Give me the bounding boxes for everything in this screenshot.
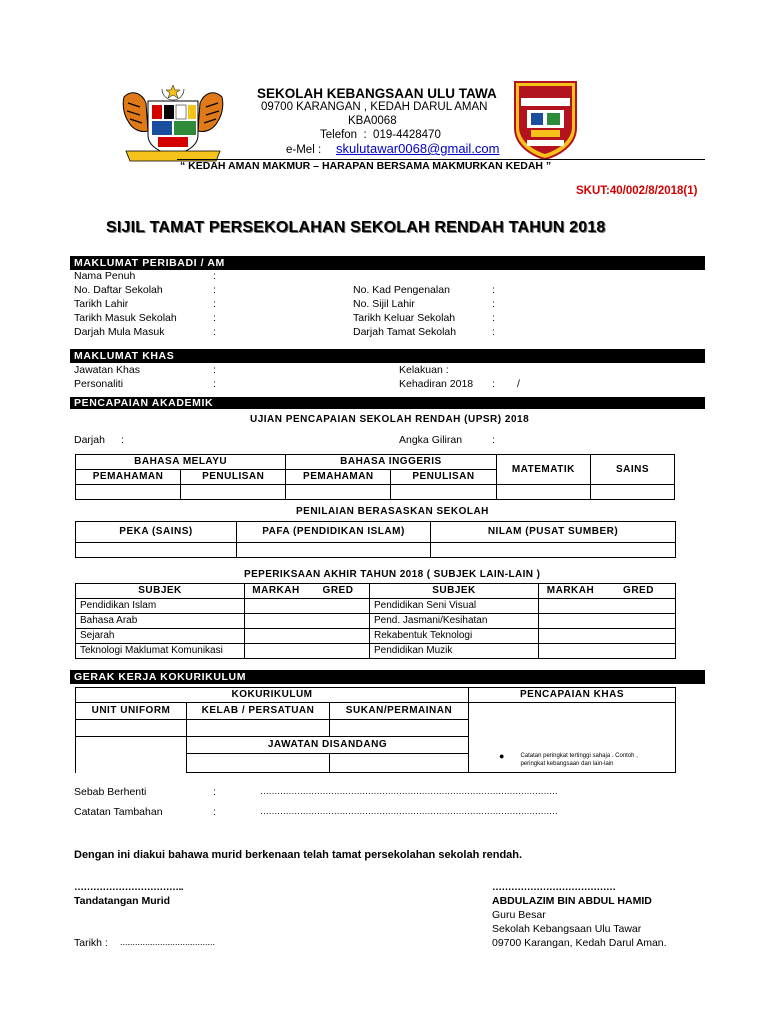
headmaster-school: Sekolah Kebangsaan Ulu Tawar xyxy=(492,923,642,935)
grade-cell[interactable] xyxy=(76,485,181,500)
state-motto: “ KEDAH AMAN MAKMUR – HARAPAN BERSAMA MAKMURKAN KEDAH ” xyxy=(180,160,552,172)
colon: : xyxy=(492,284,495,296)
subject-name: Bahasa Arab xyxy=(76,614,245,629)
field-label: Sebab Berhenti xyxy=(74,786,147,798)
grade-cell[interactable] xyxy=(539,644,676,659)
date-label: Tarikh : xyxy=(74,937,108,949)
colon: : xyxy=(213,806,216,818)
colon: : xyxy=(492,298,495,310)
header-pafa: PAFA (PENDIDIKAN ISLAM) xyxy=(237,522,431,543)
colon: : xyxy=(492,312,495,324)
grade-cell[interactable] xyxy=(245,614,370,629)
table-row xyxy=(76,599,676,614)
header-uniform: UNIT UNIFORM xyxy=(76,703,187,720)
header-penulisan: PENULISAN xyxy=(181,470,286,485)
header-kelab: KELAB / PERSATUAN xyxy=(187,703,330,720)
section-bar-cocurricular: GERAK KERJA KOKURIKULUM xyxy=(70,670,705,684)
colon: : xyxy=(213,270,216,282)
student-signature-label: Tandatangan Murid xyxy=(74,895,171,907)
certificate-title: SIJIL TAMAT PERSEKOLAHAN SEKOLAH RENDAH TAHUN 2018 xyxy=(106,219,606,236)
header-sains: SAINS xyxy=(591,455,675,485)
grade-cell[interactable] xyxy=(245,629,370,644)
headmaster-title: Guru Besar xyxy=(492,909,546,921)
grade-cell[interactable] xyxy=(539,599,676,614)
field-label: Catatan Tambahan xyxy=(74,806,163,818)
colon: : xyxy=(492,326,495,338)
pbs-title: PENILAIAN BERASASKAN SEKOLAH xyxy=(296,506,489,517)
field-label: Darjah Mula Masuk xyxy=(74,326,165,338)
cocurricular-table xyxy=(75,687,676,773)
subject-name: Pendidikan Seni Visual xyxy=(370,599,539,614)
header-pemahaman: PEMAHAMAN xyxy=(286,470,391,485)
declaration: Dengan ini diakui bahawa murid berkenaan telah tamat persekolahan sekolah rendah. xyxy=(74,849,523,861)
colon: : xyxy=(213,786,216,798)
header-gred: GRED xyxy=(307,584,370,599)
header-bi: BAHASA INGGERIS xyxy=(286,455,496,470)
school-phone: Telefon : 019-4428470 xyxy=(320,129,441,141)
colon: : xyxy=(213,298,216,310)
header-pemahaman: PEMAHAMAN xyxy=(76,470,181,485)
field-label: Tarikh Masuk Sekolah xyxy=(74,312,177,324)
section-bar-academic: PENCAPAIAN AKADEMIK xyxy=(70,397,705,409)
colon: : xyxy=(213,378,216,390)
pat-title: PEPERIKSAAN AKHIR TAHUN 2018 ( SUBJEK LAIN-LAIN ) xyxy=(244,569,541,580)
grade-cell[interactable] xyxy=(76,543,237,558)
header-markah: MARKAH xyxy=(539,584,603,599)
grade-cell[interactable] xyxy=(431,543,676,558)
header-subjek: SUBJEK xyxy=(370,584,539,599)
colon: : xyxy=(213,326,216,338)
colon: : xyxy=(213,312,216,324)
field-label: No. Daftar Sekolah xyxy=(74,284,163,296)
subject-name: Pend. Jasmani/Kesihatan xyxy=(370,614,539,629)
grade-cell[interactable] xyxy=(591,485,675,500)
school-code: KBA0068 xyxy=(348,115,397,127)
header-subjek: SUBJEK xyxy=(76,584,245,599)
upsr-title: UJIAN PENCAPAIAN SEKOLAH RENDAH (UPSR) 2018 xyxy=(250,414,530,425)
field-label: No. Sijil Lahir xyxy=(353,298,415,310)
headmaster-address: 09700 Karangan, Kedah Darul Aman. xyxy=(492,937,667,949)
email-label: e-Mel : xyxy=(286,144,322,156)
date-dots[interactable]: ...................................... xyxy=(120,937,216,947)
header-kokurikulum: KOKURIKULUM xyxy=(76,688,469,703)
colon: : xyxy=(121,434,124,446)
school-name: SEKOLAH KEBANGSAAN ULU TAWA xyxy=(257,86,497,101)
header-gred: GRED xyxy=(602,584,676,599)
reference-number: SKUT:40/002/8/2018(1) xyxy=(576,185,698,197)
header-matematik: MATEMATIK xyxy=(496,455,591,485)
table-row xyxy=(76,644,676,659)
bullet-icon: ● xyxy=(499,751,505,761)
colon: : xyxy=(213,284,216,296)
position-cell[interactable] xyxy=(187,754,330,773)
field-label: Nama Penuh xyxy=(74,270,136,282)
subject-name: Pendidikan Islam xyxy=(76,599,245,614)
grade-cell[interactable] xyxy=(539,614,676,629)
school-badge-logo xyxy=(513,80,578,160)
signature-line-student[interactable]: …………………………….. xyxy=(74,882,184,893)
section-bar-special: MAKLUMAT KHAS xyxy=(70,349,705,363)
state-crest-logo xyxy=(118,85,228,165)
field-label: Darjah Tamat Sekolah xyxy=(353,326,457,338)
activity-cell[interactable] xyxy=(187,720,330,737)
header-bm: BAHASA MELAYU xyxy=(76,455,286,470)
position-cell[interactable] xyxy=(330,754,469,773)
field-label: Angka Giliran xyxy=(399,434,463,446)
header-penulisan: PENULISAN xyxy=(391,470,496,485)
header-nilam: NILAM (PUSAT SUMBER) xyxy=(431,522,676,543)
pbs-table xyxy=(75,521,676,558)
upsr-table xyxy=(75,454,675,500)
table-row xyxy=(76,629,676,644)
slash: / xyxy=(517,378,520,390)
table-row xyxy=(76,614,676,629)
pencapaian-khas-cell[interactable] xyxy=(469,703,676,773)
activity-cell[interactable] xyxy=(330,720,469,737)
headmaster-name: ABDULAZIM BIN ABDUL HAMID xyxy=(492,895,652,907)
header-jawatan: JAWATAN DISANDANG xyxy=(187,737,469,754)
header-markah: MARKAH xyxy=(245,584,308,599)
grade-cell[interactable] xyxy=(391,485,496,500)
grade-cell[interactable] xyxy=(181,485,286,500)
pat-table xyxy=(75,583,676,659)
field-label: Tarikh Keluar Sekolah xyxy=(353,312,456,324)
subject-name: Pendidikan Muzik xyxy=(370,644,539,659)
colon: : xyxy=(492,434,495,446)
dotted-line[interactable]: …………………………………………………………………………………………… xyxy=(260,806,558,816)
colon: : xyxy=(213,364,216,376)
subject-name: Teknologi Maklumat Komunikasi xyxy=(76,644,245,659)
header-sukan: SUKAN/PERMAINAN xyxy=(330,703,469,720)
dotted-line[interactable]: …………………………………………………………………………………………… xyxy=(260,786,558,796)
colon: : xyxy=(492,378,495,390)
note-line: peringkat kebangsaan dan lain-lain xyxy=(520,761,614,767)
grade-cell[interactable] xyxy=(496,485,591,500)
section-bar-personal: MAKLUMAT PERIBADI / AM xyxy=(70,256,705,270)
field-label: Kehadiran 2018 xyxy=(399,378,474,390)
field-label: Tarikh Lahir xyxy=(74,298,129,310)
grade-cell[interactable] xyxy=(245,599,370,614)
grade-cell[interactable] xyxy=(245,644,370,659)
grade-cell[interactable] xyxy=(237,543,431,558)
grade-cell[interactable] xyxy=(286,485,391,500)
activity-cell[interactable] xyxy=(76,720,187,737)
field-label: Kelakuan : xyxy=(399,364,449,376)
field-label: Darjah xyxy=(74,434,105,446)
school-address: 09700 KARANGAN , KEDAH DARUL AMAN xyxy=(261,101,488,113)
note-line: Catatan peringkat tertinggi sahaja . Contoh , xyxy=(520,753,638,759)
school-email[interactable]: skulutawar0068@gmail.com xyxy=(336,141,500,156)
header-pencapaian: PENCAPAIAN KHAS xyxy=(469,688,676,703)
empty-cell xyxy=(76,737,187,773)
field-label: Personaliti xyxy=(74,378,124,390)
grade-cell[interactable] xyxy=(539,629,676,644)
subject-name: Rekabentuk Teknologi xyxy=(370,629,539,644)
field-label: Jawatan Khas xyxy=(74,364,140,376)
signature-line-headmaster[interactable]: ………………………………… xyxy=(492,882,616,893)
subject-name: Sejarah xyxy=(76,629,245,644)
field-label: No. Kad Pengenalan xyxy=(353,284,450,296)
header-peka: PEKA (SAINS) xyxy=(76,522,237,543)
